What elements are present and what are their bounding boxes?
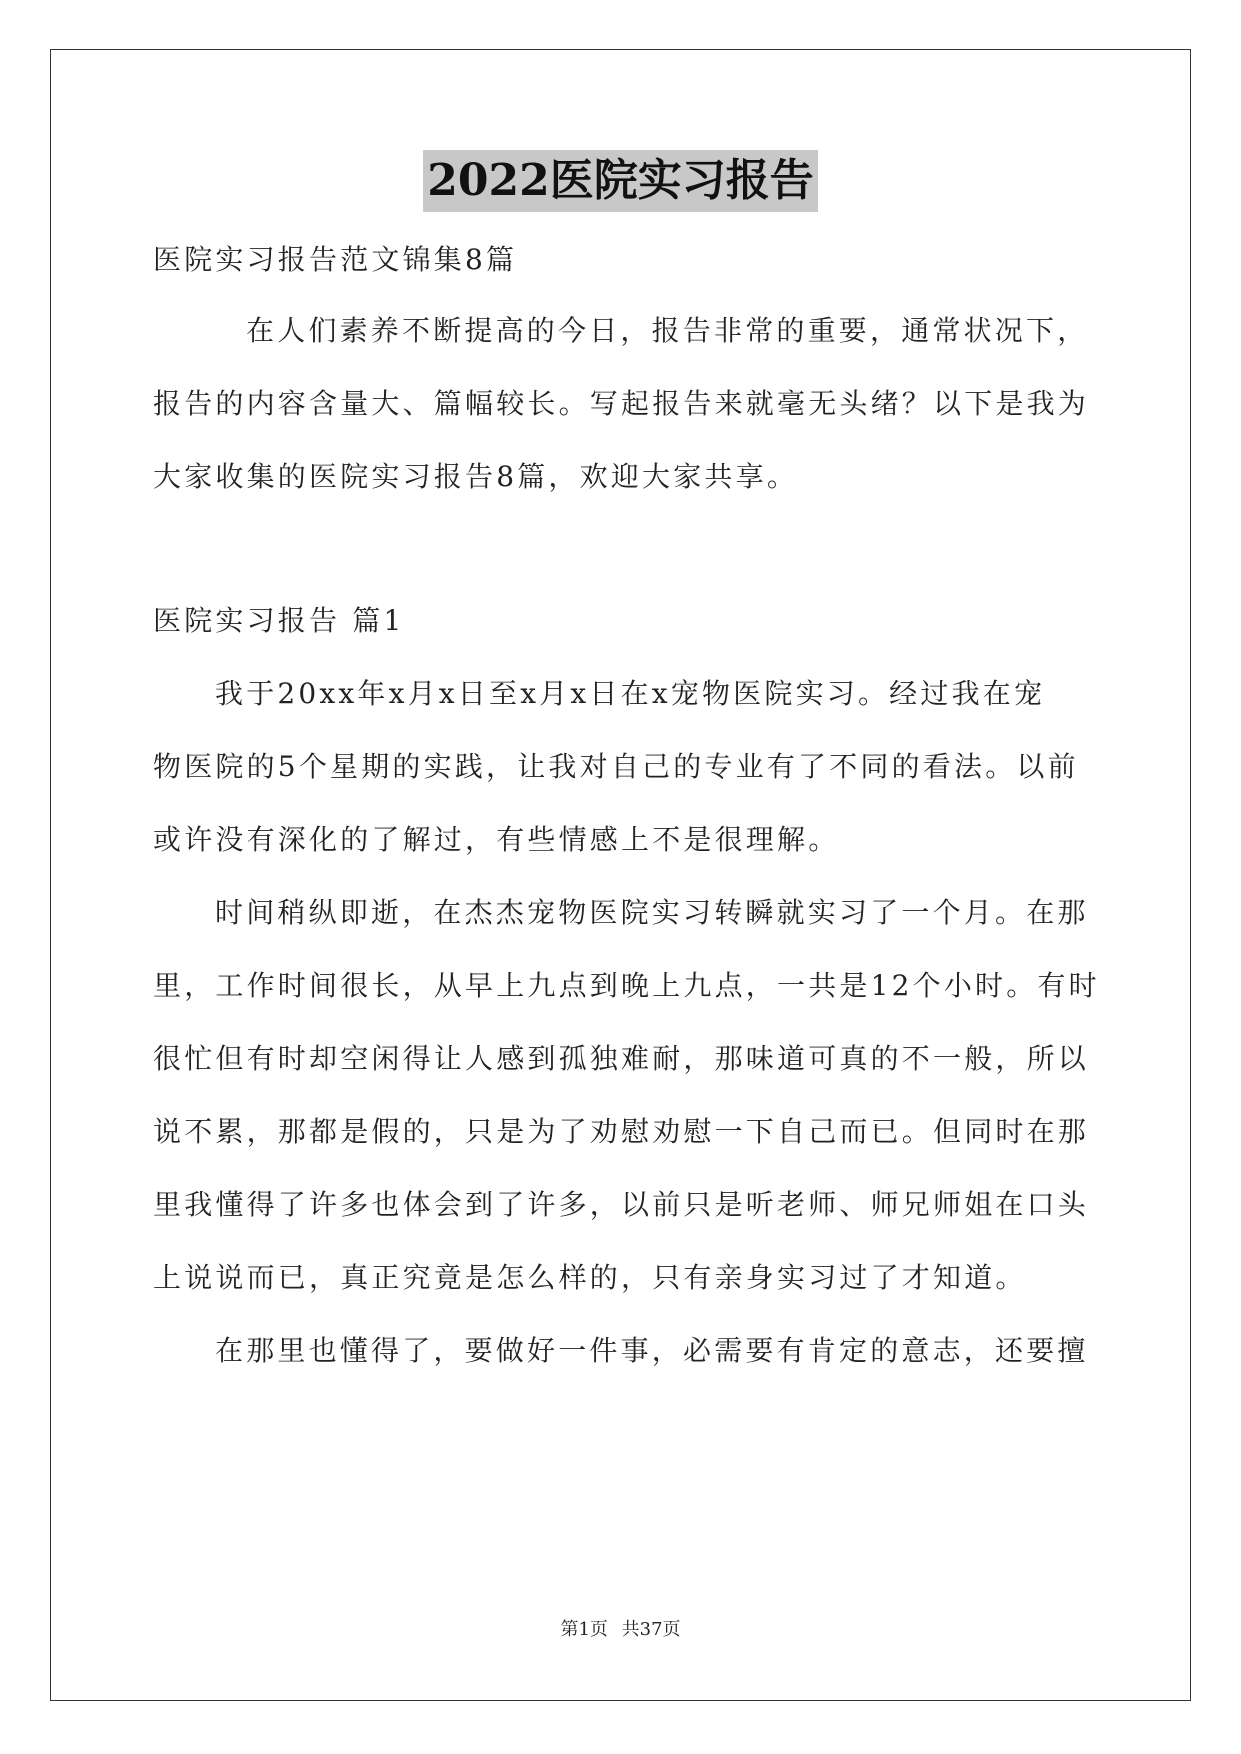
title-container <box>0 150 1241 212</box>
page-border <box>50 49 1191 1701</box>
body-line-5: 里，工作时间很长，从早上九点到晚上九点，一共是12个小时。有时 <box>153 969 1100 1002</box>
body-line-4: 时间稍纵即逝，在杰杰宠物医院实习转瞬就实习了一个月。在那 <box>215 896 1089 929</box>
intro-line-3: 大家收集的医院实习报告8篇，欢迎大家共享。 <box>153 460 799 493</box>
body-line-3: 或许没有深化的了解过，有些情感上不是很理解。 <box>153 823 840 856</box>
body-line-9: 上说说而已，真正究竟是怎么样的，只有亲身实习过了才知道。 <box>153 1261 1027 1294</box>
body-line-6: 很忙但有时却空闲得让人感到孤独难耐，那味道可真的不一般，所以 <box>153 1042 1090 1075</box>
intro-line-2: 报告的内容含量大、篇幅较长。写起报告来就毫无头绪？以下是我为 <box>153 387 1090 420</box>
body-line-8: 里我懂得了许多也体会到了许多，以前只是听老师、师兄师姐在口头 <box>153 1188 1090 1221</box>
page-total: 共37页 <box>621 1619 681 1640</box>
page-footer <box>0 1617 1241 1643</box>
body-line-1: 我于20xx年x月x日至x月x日在x宠物医院实习。经过我在宠 <box>215 677 1046 710</box>
body-line-2: 物医院的5个星期的实践，让我对自己的专业有了不同的看法。以前 <box>153 750 1079 783</box>
intro-line-1: 在人们素养不断提高的今日，报告非常的重要，通常状况下， <box>246 314 1089 347</box>
section-heading: 医院实习报告 篇1 <box>153 604 405 637</box>
body-line-7: 说不累，那都是假的，只是为了劝慰劝慰一下自己而已。但同时在那 <box>153 1115 1090 1148</box>
body-line-10: 在那里也懂得了，要做好一件事，必需要有肯定的意志，还要擅 <box>215 1334 1089 1367</box>
document-title: 2022医院实习报告 <box>423 150 817 212</box>
subtitle: 医院实习报告范文锦集8篇 <box>153 243 518 276</box>
page-number: 第1页 <box>560 1619 608 1640</box>
